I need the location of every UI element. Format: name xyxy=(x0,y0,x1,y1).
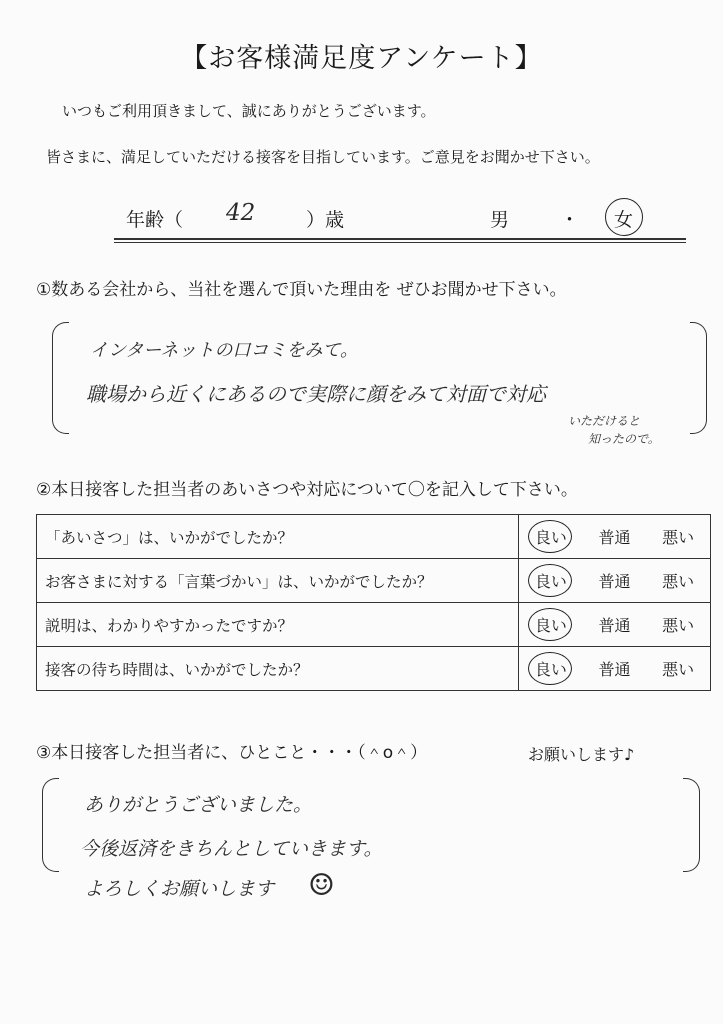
rating-table xyxy=(36,514,711,691)
rating-row-wait-time xyxy=(37,647,710,690)
option-bad[interactable]: 悪い xyxy=(662,528,695,547)
option-good[interactable]: 良い xyxy=(532,567,570,594)
q1-bracket-right xyxy=(690,322,707,434)
q1-answer-line-4[interactable]: 知ったので。 xyxy=(588,432,660,446)
q3-bracket-right xyxy=(683,778,700,872)
intro-line-2: 皆さまに、満足していただける接客を目指しています。ご意見をお聞かせ下さい。 xyxy=(46,148,600,166)
q1-bracket-left xyxy=(52,322,69,434)
q1-answer-line-1[interactable]: インターネットの口コミをみて。 xyxy=(90,340,359,361)
q3-answer-line-3[interactable]: よろしくお願いします xyxy=(84,878,275,900)
rating-question: 説明は、わかりやすかったですか？ xyxy=(37,603,519,646)
profile-underline-2 xyxy=(114,242,686,243)
profile-underline xyxy=(114,238,686,240)
option-normal[interactable]: 普通 xyxy=(598,616,631,635)
option-good[interactable]: 良い xyxy=(532,655,570,682)
rating-question: お客さまに対する「言葉づかい」は、いかがでしたか？ xyxy=(37,559,519,602)
option-normal[interactable]: 普通 xyxy=(598,528,631,547)
rating-question: 「あいさつ」は、いかがでしたか？ xyxy=(37,515,519,558)
rating-question: 接客の待ち時間は、いかがでしたか？ xyxy=(37,647,519,690)
question-1: ①数ある会社から、当社を選んで頂いた理由を ぜひお聞かせ下さい。 xyxy=(36,280,567,300)
option-bad[interactable]: 悪い xyxy=(662,616,695,635)
intro-line-1: いつもご利用頂きまして、誠にありがとうございます。 xyxy=(62,102,436,120)
q3-note: お願いします♪ xyxy=(528,745,635,764)
survey-title: 【お客様満足度アンケート】 xyxy=(180,43,543,74)
q1-answer-line-2[interactable]: 職場から近くにあるので実際に顔をみて対面で対応 xyxy=(86,382,546,406)
q3-bracket-left xyxy=(42,778,59,872)
gender-male[interactable]: 男 xyxy=(490,209,510,231)
option-bad[interactable]: 悪い xyxy=(662,660,695,679)
age-suffix: ）歳 xyxy=(306,209,345,231)
rating-row-explanation xyxy=(37,603,710,647)
smiley-icon: ☺ xyxy=(308,868,335,903)
q3-answer-line-2[interactable]: 今後返済をきちんとしていきます。 xyxy=(80,838,383,860)
option-good[interactable]: 良い xyxy=(532,611,570,638)
question-2: ②本日接客した担当者のあいさつや対応について〇を記入して下さい。 xyxy=(36,480,578,500)
rating-row-wording xyxy=(37,559,710,603)
option-normal[interactable]: 普通 xyxy=(598,660,631,679)
rating-row-greeting xyxy=(37,515,710,559)
gender-female[interactable]: 女 xyxy=(614,209,634,231)
age-label: 年齢（ xyxy=(126,209,184,231)
gender-selected-circle xyxy=(605,198,643,236)
question-3: ③本日接客した担当者に、ひとこと・・・（＾o＾） xyxy=(36,743,428,763)
q3-answer-line-1[interactable]: ありがとうございました。 xyxy=(84,794,313,816)
option-bad[interactable]: 悪い xyxy=(662,572,695,591)
age-value[interactable]: 42 xyxy=(226,200,256,226)
q1-answer-line-3[interactable]: いただけると xyxy=(568,414,641,428)
option-good[interactable]: 良い xyxy=(532,523,570,550)
gender-separator: ・ xyxy=(560,209,580,231)
option-normal[interactable]: 普通 xyxy=(598,572,631,591)
